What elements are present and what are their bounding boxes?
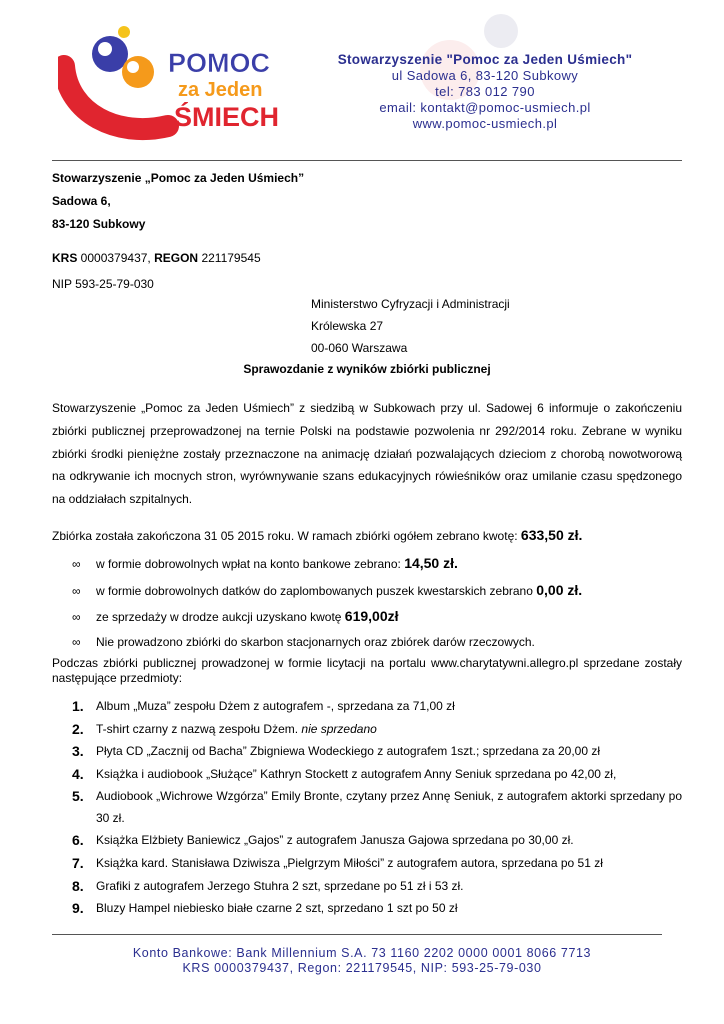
header-email[interactable]: email: kontakt@pomoc-usmiech.pl <box>379 100 591 115</box>
footer-divider <box>52 934 662 935</box>
item-number: 2. <box>72 721 84 737</box>
item-number: 5. <box>72 788 84 804</box>
item-text: Bluzy Hampel niebiesko białe czarne 2 szt, sprzedano 1 szt po 50 zł <box>96 901 458 915</box>
bullet-amount: 0,00 zł. <box>536 582 583 598</box>
krs-value: 0000379437, <box>77 251 155 265</box>
summary-line <box>52 527 582 544</box>
summary-amount: 633,50 zł. <box>520 527 583 543</box>
logo-text-pomoc: POMOC <box>168 48 271 78</box>
bullet-item <box>72 555 458 572</box>
logo-text-za-jeden: za Jeden <box>178 79 263 101</box>
bullet-text: w formie dobrowolnych wpłat na konto bankowe zebrano: <box>96 557 401 571</box>
item-number: 1. <box>72 698 84 714</box>
header-address: ul Sadowa 6, 83-120 Subkowy <box>391 68 579 83</box>
list-item <box>72 695 682 717</box>
item-number: 7. <box>72 855 84 871</box>
summary-text: Zbiórka została zakończona 31 05 2015 roku. W ramach zbiórki ogółem zebrano kwotę: <box>52 529 521 543</box>
bullet-item <box>72 634 535 650</box>
item-number: 3. <box>72 743 84 759</box>
sender-registry-ids <box>52 250 261 266</box>
list-item <box>72 875 682 897</box>
header-org-name: Stowarzyszenie "Pomoc za Jeden Uśmiech" <box>337 52 633 67</box>
infinity-bullet-icon: ∞ <box>72 557 81 571</box>
intro-paragraph: Stowarzyszenie „Pomoc za Jeden Uśmiech” z siedzibą w Subkowach przy ul. Sadowej 6 informuje o zakończeniu zbiórki publicznej przeprowadzonej na ternie Polski na podstawie pozwolenia nr 292/2014 roku. Zebrane w wyniku zbiórki środki pieniężne zostały przeznaczone na animację działań pozwalających dzieciom z chorobą nowotworową na odkrywanie ich mocnych stron, wyrównywanie szans edukacyjnych rówieśników oraz umilanie czasu spędzonego na oddziałach szpitalnych. <box>52 401 682 507</box>
item-number: 4. <box>72 766 84 782</box>
list-item <box>72 763 682 785</box>
item-number: 9. <box>72 900 84 916</box>
bullet-item <box>72 582 582 599</box>
sender-street: Sadowa 6, <box>52 194 111 208</box>
item-text: Album „Muza” zespołu Dżem z autografem -, sprzedana za 71,00 zł <box>96 699 455 713</box>
item-text: Audiobook „Wichrowe Wzgórza” Emily Bronte, czytany przez Annę Seniuk, z autografem aktorki sprzedany po 30 zł. <box>96 789 682 825</box>
krs-label: KRS <box>52 251 78 265</box>
sender-name: Stowarzyszenie „Pomoc za Jeden Uśmiech” <box>52 171 305 185</box>
bullet-text: w formie dobrowolnych datków do zaplombowanych puszek kwestarskich zebrano <box>96 584 533 598</box>
decorative-circle-grey <box>484 14 518 48</box>
header-divider <box>52 160 682 161</box>
list-item <box>72 785 682 829</box>
bullet-text: ze sprzedaży w drodze aukcji uzyskano kwotę <box>96 610 342 624</box>
infinity-bullet-icon: ∞ <box>72 610 81 624</box>
item-text: Grafiki z autografem Jerzego Stuhra 2 szt, sprzedane po 51 zł i 53 zł. <box>96 879 464 893</box>
sender-nip: NIP 593-25-79-030 <box>52 277 154 291</box>
recipient-name: Ministerstwo Cyfryzacji i Administracji <box>311 297 510 311</box>
recipient-city: 00-060 Warszawa <box>311 341 408 355</box>
bullet-amount: 14,50 zł. <box>404 555 458 571</box>
report-title: Sprawozdanie z wyników zbiórki publicznej <box>243 362 491 376</box>
item-number: 6. <box>72 832 84 848</box>
item-text: T-shirt czarny z nazwą zespołu Dżem. <box>96 722 302 736</box>
bullet-item <box>72 608 399 625</box>
header-phone: tel: 783 012 790 <box>435 84 535 99</box>
sender-city: 83-120 Subkowy <box>52 217 146 231</box>
organization-logo <box>58 14 290 144</box>
footer-bank-account: Konto Bankowe: Bank Millennium S.A. 73 1160 2202 0000 0001 8066 7713 <box>132 946 592 960</box>
item-text: Książka i audiobook „Służące” Kathryn Stockett z autografem Anny Seniuk sprzedana po 42,00 zł, <box>96 767 617 781</box>
regon-label: REGON <box>154 251 199 265</box>
footer-registry-ids: KRS 0000379437, Regon: 221179545, NIP: 593-25-79-030 <box>182 961 542 975</box>
list-item <box>72 718 682 740</box>
item-text: Płyta CD „Zacznij od Bacha” Zbigniewa Wodeckiego z autografem 1szt.; sprzedana za 20,00 zł <box>96 744 601 758</box>
list-item <box>72 829 682 851</box>
list-item <box>72 897 682 919</box>
recipient-street: Królewska 27 <box>311 319 384 333</box>
regon-value: 221179545 <box>198 251 261 265</box>
header-contact-block <box>300 52 670 132</box>
item-text: Książka kard. Stanisława Dziwisza „Pielgrzym Miłości” z autografem autora, sprzedana po 51 zł <box>96 856 603 870</box>
list-item <box>72 740 682 762</box>
infinity-bullet-icon: ∞ <box>72 635 81 649</box>
auction-intro: Podczas zbiórki publicznej prowadzonej w formie licytacji na portalu www.charytatywni.allegro.pl sprzedane zostały następujące przedmioty: <box>52 656 682 685</box>
list-item <box>72 852 682 874</box>
item-number: 8. <box>72 878 84 894</box>
infinity-bullet-icon: ∞ <box>72 584 81 598</box>
header-website[interactable]: www.pomoc-usmiech.pl <box>412 116 558 131</box>
item-note: nie sprzedano <box>301 722 377 736</box>
item-text: Książka Elżbiety Baniewicz „Gajos” z autografem Janusza Gajowa sprzedana po 30,00 zł. <box>96 833 574 847</box>
bullet-text: Nie prowadzono zbiórki do skarbon stacjonarnych oraz zbiórek darów rzeczowych. <box>96 635 535 649</box>
logo-text-smiech: ŚMIECH <box>174 102 280 132</box>
bullet-amount: 619,00zł <box>344 608 399 624</box>
